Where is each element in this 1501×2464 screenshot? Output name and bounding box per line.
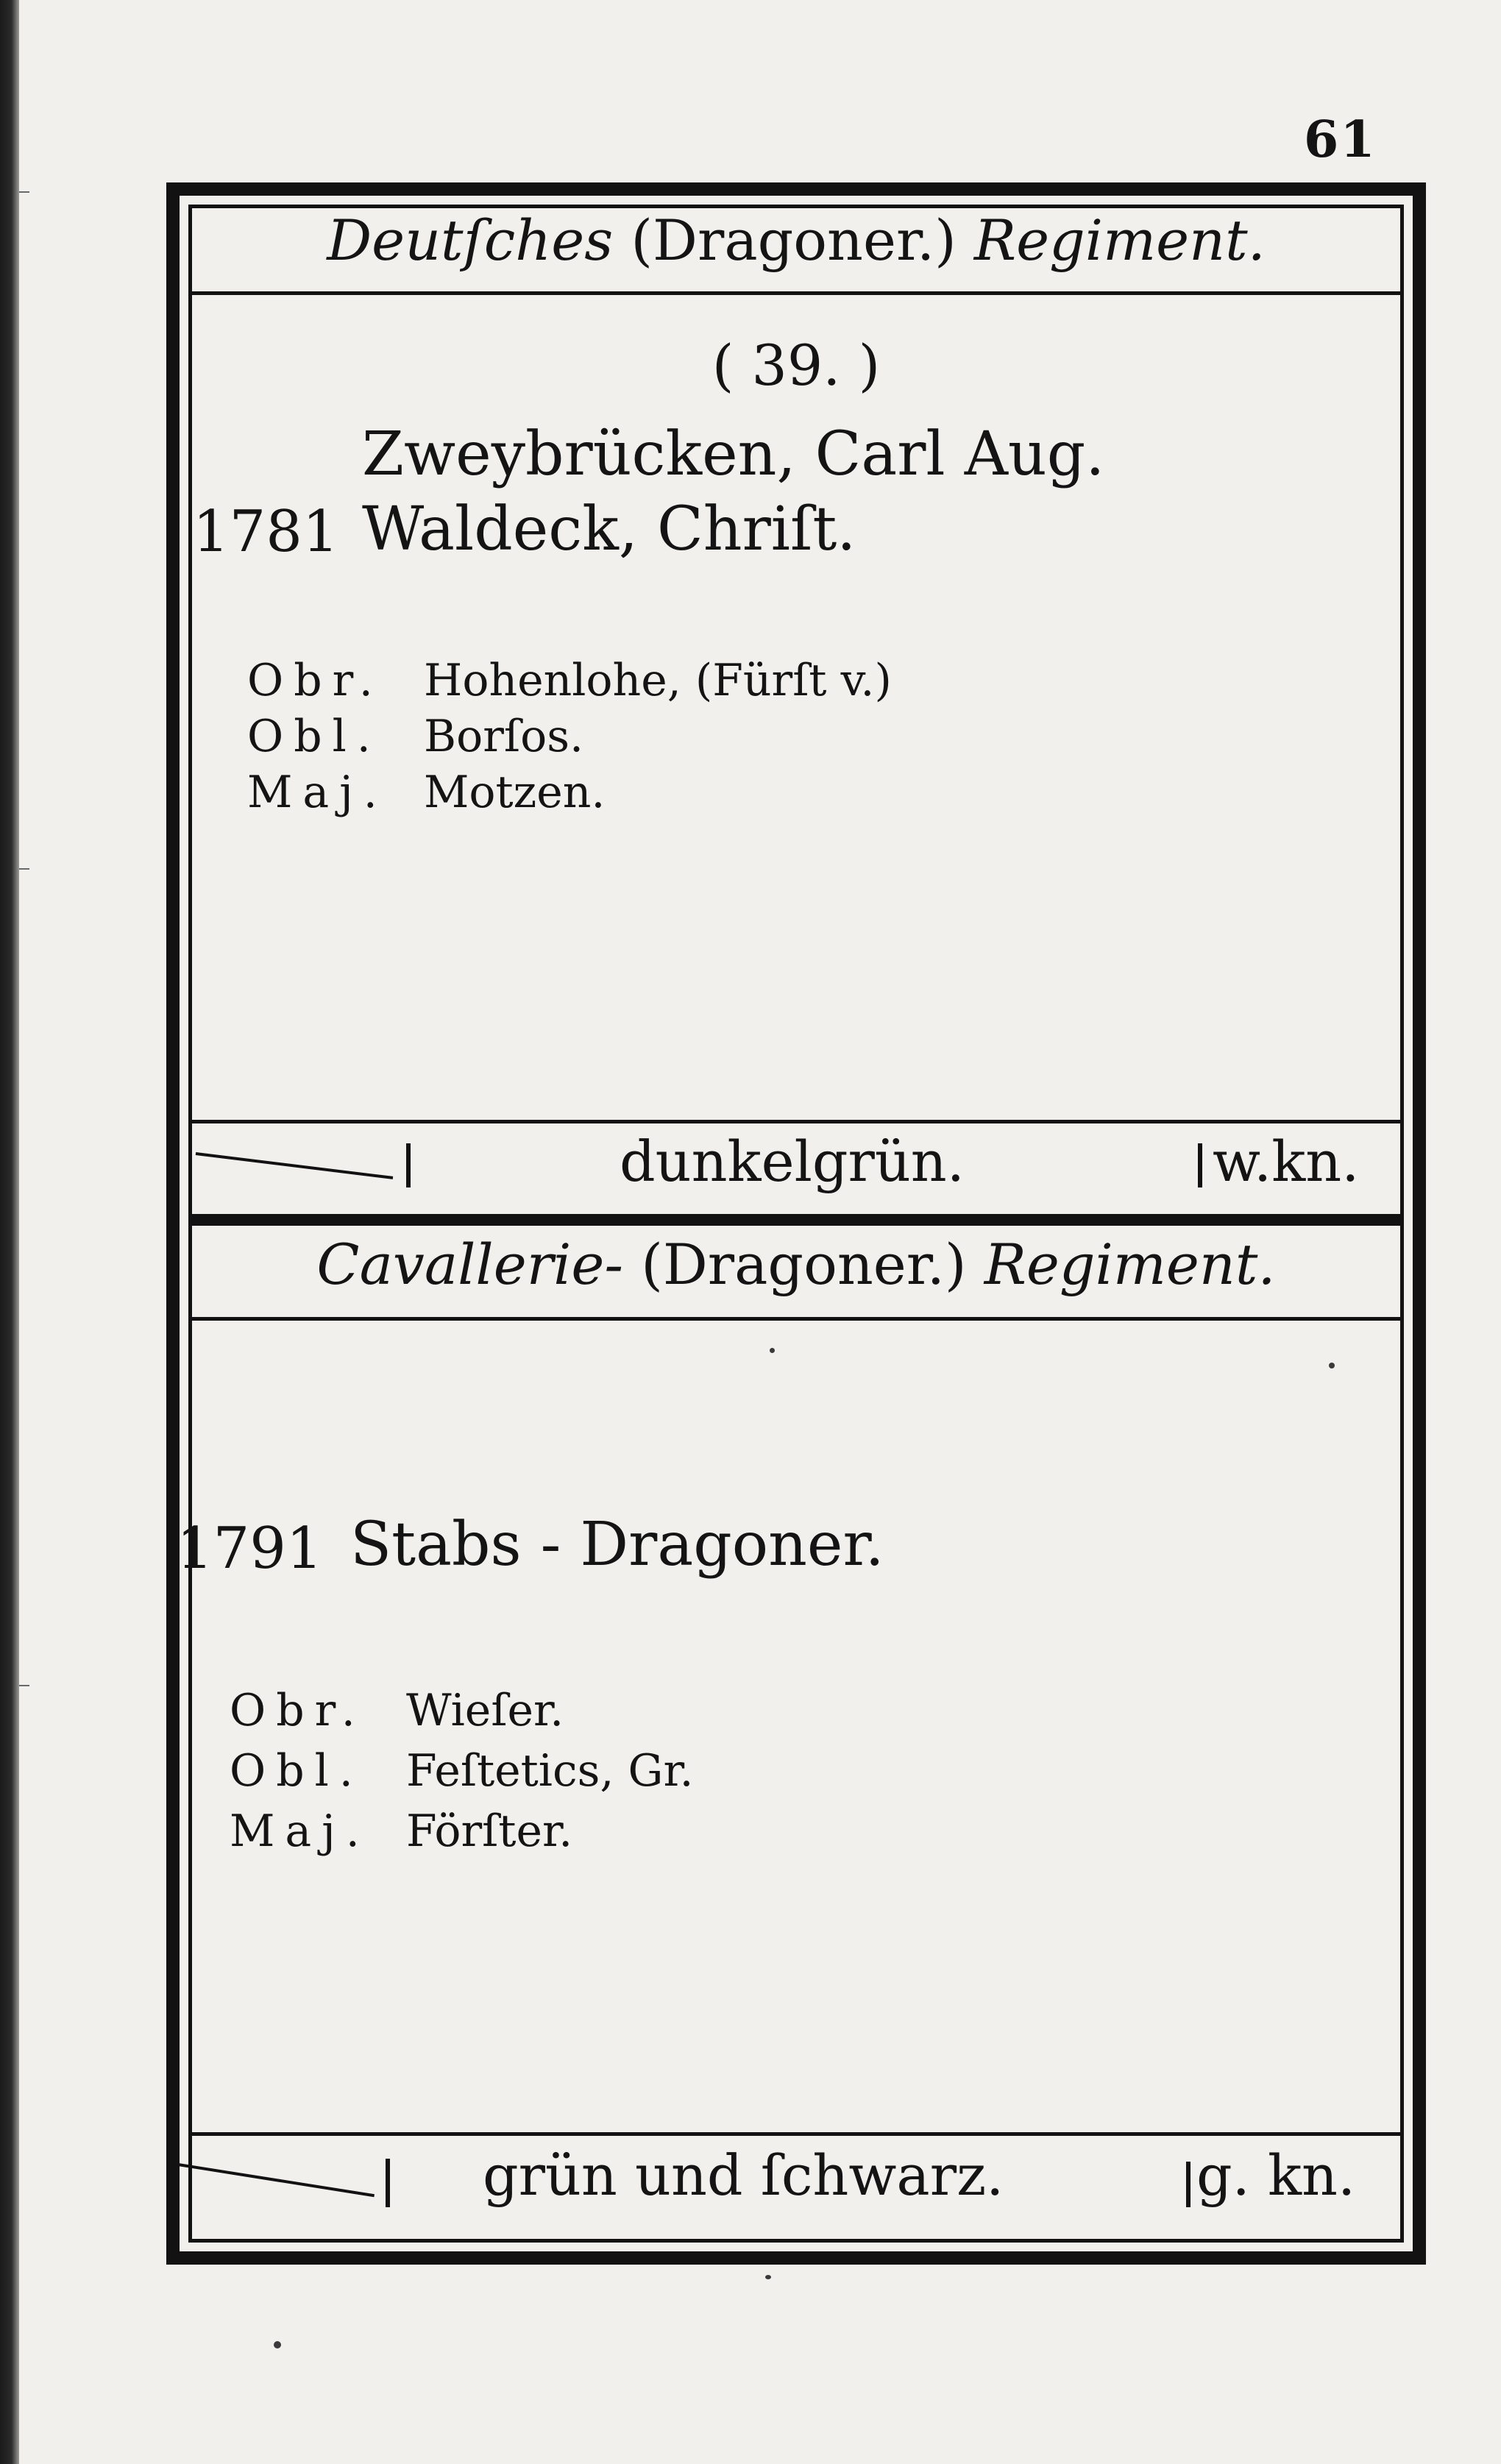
paper-speck (770, 1348, 775, 1353)
owner-name: Zweybrücken, Carl Aug. (362, 419, 1105, 489)
paper-speck (765, 2275, 771, 2279)
regiment-title-type: (Dragoner.) (641, 1232, 967, 1297)
facing-divider (386, 2159, 390, 2207)
owner-name: Waldeck, Chriſt. (362, 494, 856, 564)
officer-row (230, 1685, 564, 1736)
owner-name: Stabs - Dragoner. (350, 1510, 884, 1580)
officer-rank: Maj. (230, 1806, 370, 1857)
officer-name: Wieſer. (406, 1685, 564, 1736)
facing-divider (1198, 1143, 1202, 1187)
regiment-number: ( 39. ) (712, 333, 881, 398)
facing-diagonal-mark (178, 2163, 375, 2197)
book-binding-edge (0, 0, 19, 2464)
regiment-title-type: (Dragoner.) (631, 207, 957, 273)
regiment-title-suffix: Regiment. (984, 1232, 1276, 1297)
binding-mark (19, 868, 29, 870)
regiment-title (188, 207, 1404, 273)
title-rule (188, 291, 1404, 295)
regiment-separator (188, 1214, 1404, 1226)
facing-row (188, 2142, 1404, 2225)
officer-name: Motzen. (424, 767, 606, 818)
facing-rule-top (188, 2132, 1404, 2136)
facing-color: dunkelgrün. (620, 1129, 965, 1194)
facing-buttons: w.kn. (1213, 1129, 1360, 1194)
officer-row (230, 1806, 572, 1857)
binding-mark (19, 191, 29, 193)
facing-row (188, 1127, 1404, 1210)
regiment-title-prefix: Deutſches (327, 207, 614, 273)
paper-speck (274, 2341, 281, 2348)
officer-rank: Obr. (230, 1685, 366, 1736)
officer-rank: Maj. (247, 767, 388, 818)
officer-rank: Obl. (230, 1745, 363, 1797)
officer-name: Feſtetics, Gr. (406, 1745, 694, 1797)
facing-color: grün und ſchwarz. (483, 2142, 1004, 2208)
officer-name: Borſos. (424, 711, 584, 762)
facing-rule-top (188, 1120, 1404, 1123)
owner-year: 1791 (177, 1516, 323, 1582)
officer-rank: Obr. (247, 655, 383, 706)
officer-name: Hohenlohe, (Fürſt v.) (424, 655, 892, 706)
binding-mark (19, 1685, 29, 1686)
officer-row (247, 767, 606, 818)
officer-row (230, 1745, 694, 1797)
facing-divider (406, 1143, 411, 1187)
title-rule (188, 1317, 1404, 1321)
officer-row (247, 655, 892, 706)
facing-divider (1186, 2162, 1190, 2207)
regiment-title-prefix: Cavallerie- (316, 1232, 624, 1297)
page-number: 61 (1304, 110, 1377, 169)
regiment-title (188, 1232, 1404, 1297)
officer-row (247, 711, 583, 762)
officer-name: Förſter. (406, 1806, 573, 1857)
paper-speck (1329, 1363, 1335, 1368)
regiment-title-suffix: Regiment. (973, 207, 1266, 273)
officer-rank: Obl. (247, 711, 381, 762)
facing-buttons: g. kn. (1196, 2142, 1356, 2208)
owner-year: 1781 (193, 499, 339, 565)
facing-diagonal-mark (196, 1152, 393, 1179)
